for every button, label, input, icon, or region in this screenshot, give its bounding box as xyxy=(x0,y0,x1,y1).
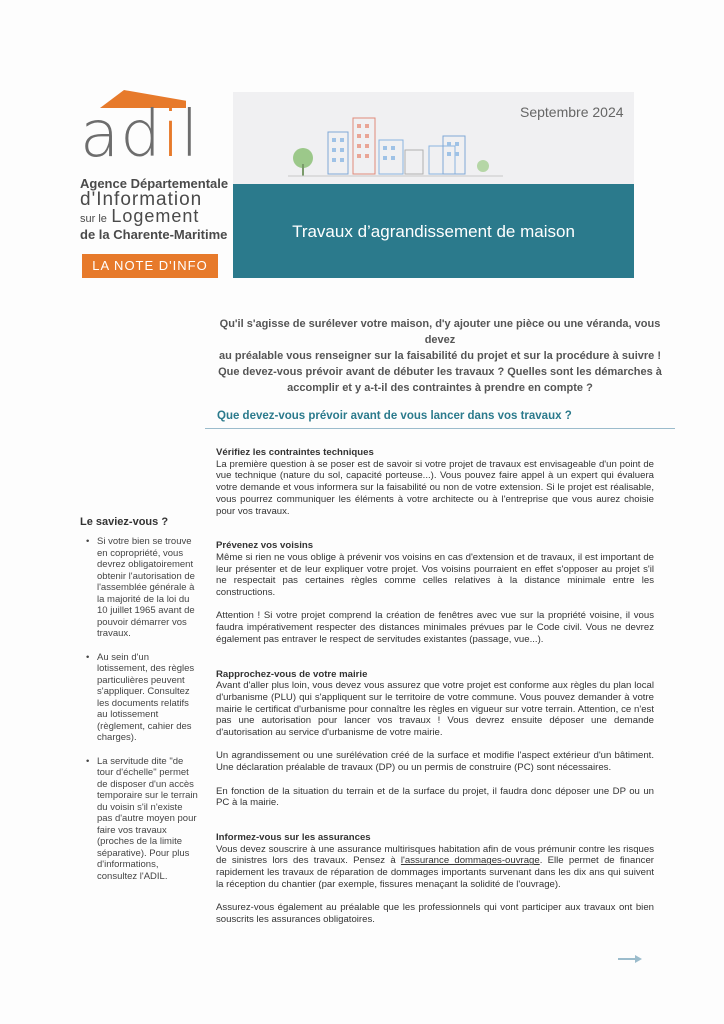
note-info-badge: LA NOTE D'INFO xyxy=(82,254,218,278)
publication-date: Septembre 2024 xyxy=(520,104,624,120)
sidebar-title: Le saviez-vous ? xyxy=(80,516,169,528)
subheading-mairie: Rapprochez-vous de votre mairie xyxy=(216,668,368,680)
main-content xyxy=(216,447,654,926)
list-item: • Si votre bien se trouve en copropriété, vous devrez obligatoirement obtenir l'autorisation de l'assemblée générale à la majorité de la loi du 10 juillet 1965 avant de pouvoir démarrer vos travaux. xyxy=(80,536,198,640)
paragraph: Vous devez souscrire à une assurance multirisques habitation afin de vous prémunir contre les risques de sinistres lors des travaux. Pensez à l'assurance dommages-ouvrage. Elle permet de financer rapidement les travaux de réparation de dommages importants survenant dans les dix ans qui suivent la réception du chantier (par exemple, fissures menaçant la solidité de l'ouvrage). xyxy=(216,843,654,890)
paragraph: Assurez-vous également au préalable que les professionnels qui vont participer aux travaux ont bien souscrits les assurances obligatoires. xyxy=(216,902,654,925)
paragraph: Avant d'aller plus loin, vous devez vous assurez que votre projet est conforme aux règles du plan local d'urbanisme (PLU) qui s'appliquent sur le territoire de votre commune. Vous pouvez demander à votre mairie le certificat d'urbanisme pour connaître les règles en vigueur sur votre terrain. Attention, ce n'est pas une autorisation pour lancer vos travaux ! Vous devrez ensuite déposer une demande d'autorisation au service d'urbanisme de votre mairie. xyxy=(216,680,654,739)
subheading-voisins: Prévenez vos voisins xyxy=(216,540,314,552)
intro-text xyxy=(205,316,675,396)
agency-name xyxy=(80,176,228,243)
subheading-technique: Vérifiez les contraintes techniques xyxy=(216,447,374,458)
arrow-right-icon xyxy=(617,948,643,969)
paragraph: Attention ! Si votre projet comprend la création de fenêtres avec vue sur la propriété voisine, il vous faudra impérativement respecter des distances minimales prévues par le Code civil. Vous ne devrez également pas entraver le respect de servitudes existantes (passage, vue...). xyxy=(216,610,654,645)
list-item: • Au sein d'un lotissement, des règles particulières peuvent s'appliquer. Consultez les documents relatifs au lotissement (règlement, cahier des charges). xyxy=(80,652,198,744)
adil-logo: adil xyxy=(80,98,200,172)
agency-line-4: de la Charente-Maritime xyxy=(80,227,228,242)
section-divider xyxy=(205,428,675,429)
paragraph: Même si rien ne vous oblige à prévenir vos voisins en cas d'extension et de travaux, il est important de leur présenter et de leur expliquer votre projet. Vos voisins pourraient en effet s'opposer au projet s'il ne respectait pas certaines règles comme celles relatives à la distance minimale entre les constructions. xyxy=(216,551,654,599)
intro-line: accomplir et y a-t-il des contraintes à prendre en compte ? xyxy=(287,382,593,394)
list-item: • La servitude dite "de tour d'échelle" permet de disposer d'un accès temporaire sur le terrain du voisin s'il n'existe pas d'autre moyen pour faire vos travaux (proches de la limite séparative). Pour plus d'informations, consultez l'ADIL. xyxy=(80,756,198,883)
intro-line: Que devez-vous prévoir avant de débuter les travaux ? Quelles sont les démarches à xyxy=(218,366,662,378)
sidebar-list xyxy=(80,536,198,894)
paragraph: Un agrandissement ou une surélévation créé de la surface et modifie l'aspect extérieur d'un bâtiment. Une déclaration préalable de travaux (DP) ou un permis de construire (PC) sont nécessaires. xyxy=(216,750,654,774)
agency-line-2: d'Information xyxy=(80,189,203,210)
page-title: Travaux d’agrandissement de maison xyxy=(292,222,575,241)
agency-line-1: Agence Départementale xyxy=(80,176,229,191)
agency-line-3: sur le Logement xyxy=(80,206,200,226)
dommages-ouvrage-link[interactable]: l'assurance dommages-ouvrage xyxy=(400,855,540,867)
section-heading: Que devez-vous prévoir avant de vous lancer dans vos travaux ? xyxy=(217,410,572,422)
intro-line: au préalable vous renseigner sur la faisabilité du projet et sur la procédure à suivre ! xyxy=(219,350,661,362)
paragraph: La première question à se poser est de savoir si votre projet de travaux est envisageable d'un point de vue technique (nature du sol, capacité porteuse...). Vous pouvez faire appel à un expert qui évaluera votre demande et vous informera sur la faisabilité ou non de votre extension. Si le projet est réalisable, vous pourrez communiquer les éléments à votre architecte ou à l'entreprise que vous aurez choisie pour vos travaux. xyxy=(216,458,654,517)
paragraph: En fonction de la situation du terrain et de la surface du projet, il faudra donc déposer une DP ou un PC à la mairie. xyxy=(216,785,654,809)
subheading-assurances: Informez-vous sur les assurances xyxy=(216,831,371,843)
intro-line: Qu'il s'agisse de surélever votre maison, d'y ajouter une pièce ou une véranda, vous devez xyxy=(219,318,661,346)
